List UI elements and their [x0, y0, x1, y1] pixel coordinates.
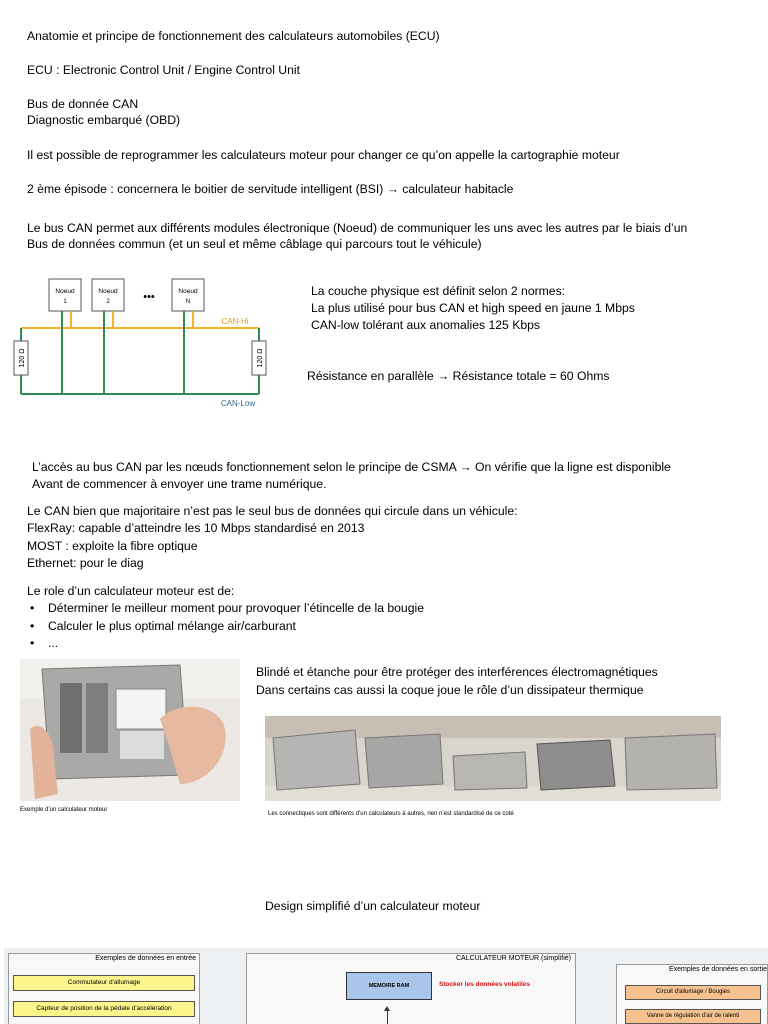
node-2-label: Noeud: [98, 288, 118, 295]
bus-line-1: Le bus CAN permet aux différents modules électronique (Noeud) de communiquer les uns avec les autres par le biais d’un: [27, 221, 688, 235]
design-heading: Design simplifié d’un calculateur moteur: [265, 899, 481, 913]
output-item: Vanne de régulation d'air de ralenti: [625, 1009, 761, 1024]
ecus-photo-caption: Les connectiques sont différents d’un calculateurs à autres, rien n’est standardisé de ce coté: [268, 811, 514, 817]
role-bullet-1: • Déterminer le meilleur moment pour provoquer l’étincelle de la bougie: [30, 601, 424, 615]
other-bus-1: Le CAN bien que majoritaire n’est pas le seul bus de données qui circule dans un véhicule:: [27, 504, 518, 518]
csma-line-2: Avant de commencer à envoyer une trame numérique.: [32, 477, 327, 491]
ecu-photo: [20, 659, 240, 801]
csma-line-1: L’accès au bus CAN par les nœuds fonctionnement selon le principe de CSMA → On vérifie que la ligne est disponible: [32, 460, 671, 474]
input-item: Capteur de position de la pédale d'accélération: [13, 1001, 195, 1017]
ram-arrow-head: [384, 1006, 390, 1011]
ecus-photo-illustration: [265, 716, 721, 801]
outputs-panel: [616, 964, 768, 1024]
node-n-label: Noeud: [178, 288, 198, 295]
node-2-id: 2: [106, 299, 110, 305]
other-bus-3: MOST : exploite la fibre optique: [27, 539, 198, 553]
role-bullet-3: • ...: [30, 636, 59, 650]
role-heading: Le role d’un calculateur moteur est de:: [27, 584, 235, 598]
ecu-photo-caption: Exemple d’un calculateur moteur: [20, 807, 108, 813]
can-bus-diagram: [9, 268, 270, 411]
inputs-title: Exemples de données en entrée: [95, 955, 196, 962]
node-ellipsis: •••: [143, 291, 155, 303]
ecu-main-panel: [246, 953, 576, 1024]
can-line: Bus de donnée CAN: [27, 97, 139, 111]
physical-layer-3: CAN-low tolérant aux anomalies 125 Kbps: [311, 318, 540, 332]
ecu-photo-illustration: [20, 659, 240, 801]
other-bus-4: Ethernet: pour le diag: [27, 556, 144, 570]
node-n-id: N: [185, 299, 191, 305]
input-item: Commutateur d'allumage: [13, 975, 195, 991]
resistor-left-label: 120 Ω: [19, 348, 26, 368]
can-low-label: CAN-Low: [220, 399, 256, 408]
ecu-main-title: CALCULATEUR MOTEUR (simplifié): [456, 955, 571, 962]
resistance-line: Résistance en parallèle → Résistance totale = 60 Ohms: [307, 369, 610, 383]
node-1: [49, 279, 81, 311]
bus-line-2: Bus de données commun (et un seul et même câblage qui parcours tout le véhicule): [27, 237, 482, 251]
other-bus-2: FlexRay: capable d’atteindre les 10 Mbps standardisé en 2013: [27, 521, 365, 535]
shield-line-2: Dans certains cas aussi la coque joue le rôle d’un dissipateur thermique: [256, 683, 644, 697]
ecu-definition: ECU : Electronic Control Unit / Engine Control Unit: [27, 63, 300, 77]
reprogram-line: Il est possible de reprogrammer les calculateurs moteur pour changer ce qu’on appelle la cartographie moteur: [27, 148, 620, 162]
can-hi-label: CAN-Hi: [221, 317, 249, 326]
document-title: Anatomie et principe de fonctionnement des calculateurs automobiles (ECU): [27, 29, 440, 43]
node-2: [92, 279, 124, 311]
episode-line: 2 ème épisode : concernera le boitier de servitude intelligent (BSI) → calculateur habitacle: [27, 182, 514, 196]
inputs-panel: [8, 953, 200, 1024]
role-bullet-2: • Calculer le plus optimal mélange air/carburant: [30, 619, 296, 633]
output-item: Circuit d'allumage / Bougies: [625, 985, 761, 1000]
node-n: [172, 279, 204, 311]
ecu-block-diagram: [4, 948, 768, 1024]
resistor-right-label: 120 Ω: [257, 348, 264, 368]
ram-box: MEMOIRE RAM: [346, 972, 432, 1000]
physical-layer-1: La couche physique est définit selon 2 normes:: [311, 284, 566, 298]
shield-line-1: Blindé et étanche pour être protéger des interférences électromagnétiques: [256, 665, 658, 679]
node-1-label: Noeud: [55, 288, 75, 295]
ecus-photo: [265, 716, 721, 801]
physical-layer-2: La plus utilisé pour bus CAN et high speed en jaune 1 Mbps: [311, 301, 635, 315]
outputs-title: Exemples de données en sortie: [668, 966, 767, 973]
obd-line: Diagnostic embarqué (OBD): [27, 113, 181, 127]
node-1-id: 1: [63, 299, 67, 305]
ram-note: Stocker les données volatiles: [439, 981, 531, 988]
